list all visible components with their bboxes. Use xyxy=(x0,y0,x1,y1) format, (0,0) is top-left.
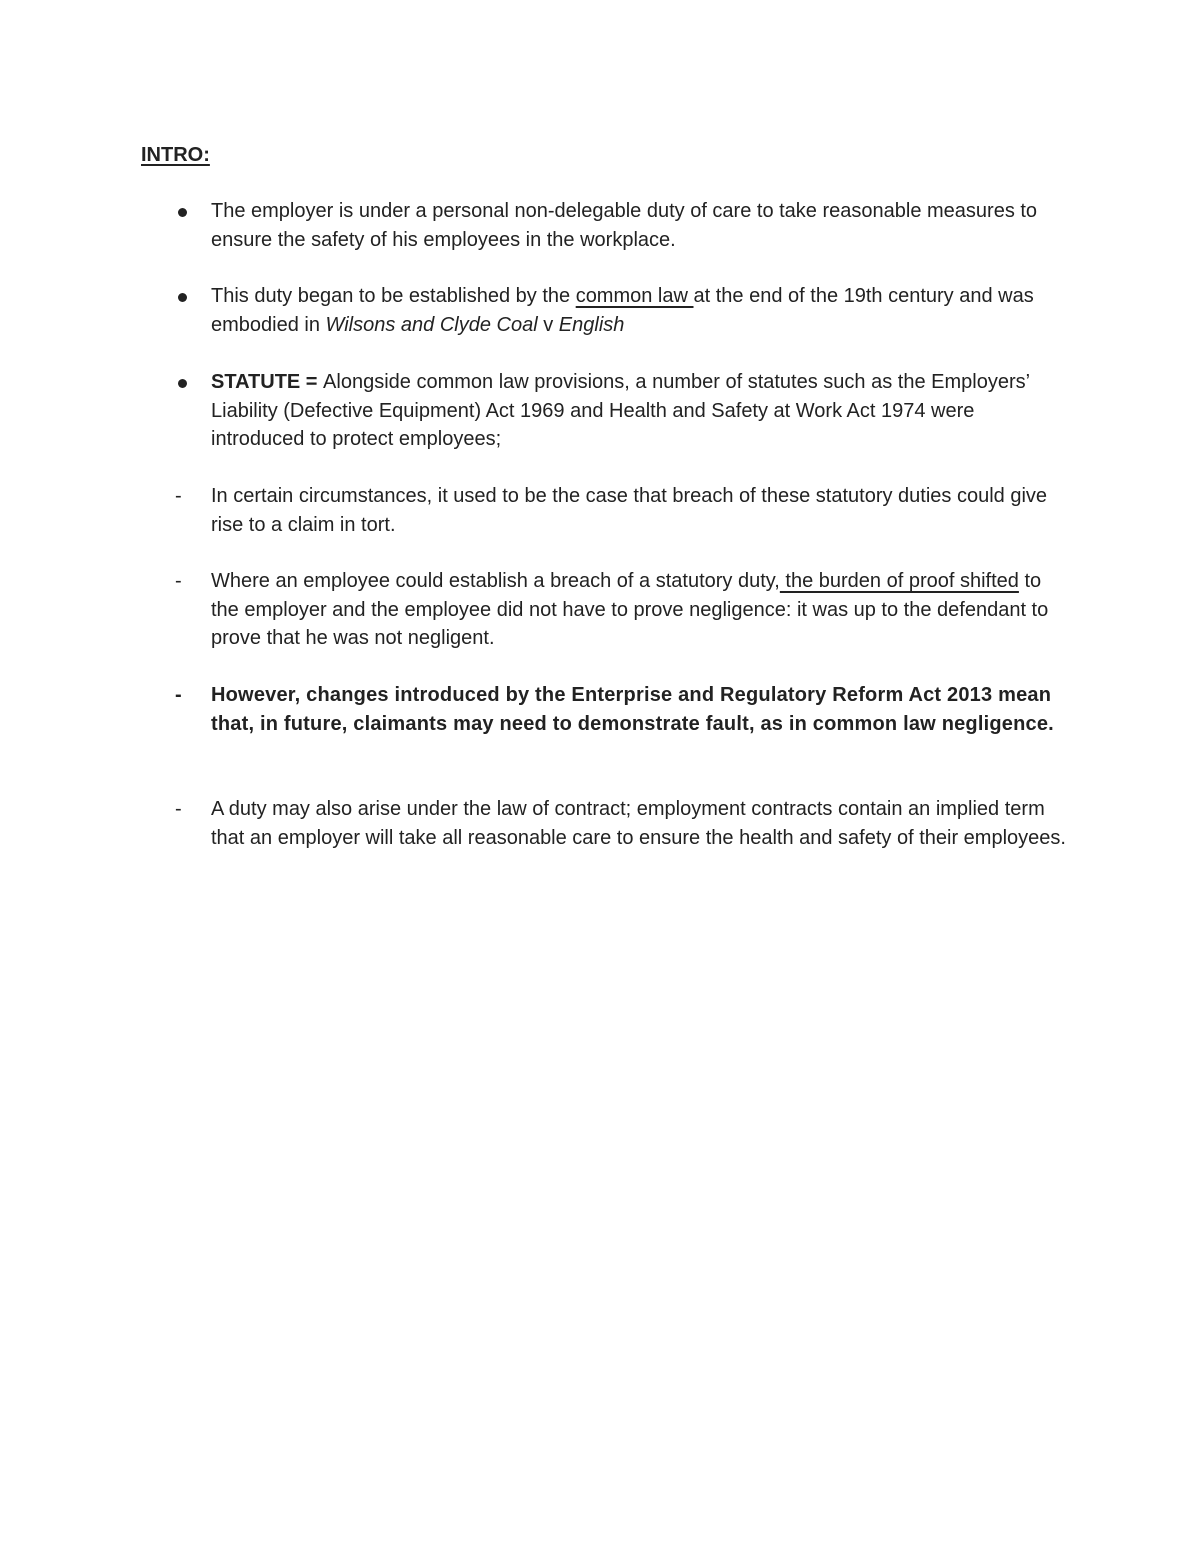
list-item-text: In certain circumstances, it used to be the case that breach of these statutory duties could give rise to a claim in tort. xyxy=(211,485,1048,536)
underlined-term: common law xyxy=(575,285,694,307)
list-item xyxy=(211,795,1071,852)
list-item-text: Where an employee could establish a breach of a statutory duty, xyxy=(211,570,780,592)
underlined-term: the burden of proof shifted xyxy=(779,570,1019,592)
dash-marker: - xyxy=(175,798,182,820)
dash-marker: - xyxy=(175,684,182,706)
list-item-text: at the end of the 19th century and was embodied in xyxy=(211,285,1034,336)
bullet-icon xyxy=(178,379,187,388)
list-item xyxy=(211,368,1071,454)
list-item-text: v xyxy=(537,313,559,336)
list-item xyxy=(211,282,1071,339)
list-item xyxy=(211,681,1071,738)
dash-marker: - xyxy=(175,570,182,592)
list-item-text: However, changes introduced by the Enterprise and Regulatory Reform Act 2013 mean that, in future, claimants may need to demonstrate fault, as in common law negligence. xyxy=(211,684,1054,735)
list-item-text: Alongside common law provisions, a number of statutes such as the Employers’ Liability (Defective Equipment) Act 1969 and Health and Safety at Work Act 1974 were introduced to protect employees; xyxy=(211,371,1030,451)
bullet-icon xyxy=(178,293,187,302)
list-item xyxy=(211,197,1071,254)
case-name: Wilsons and Clyde Coal xyxy=(325,313,538,336)
dash-marker: - xyxy=(175,485,182,507)
list-item-text: This duty began to be established by the xyxy=(211,285,576,307)
list-item xyxy=(211,567,1071,653)
list-item-text: A duty may also arise under the law of contract; employment contracts contain an implied term that an employer will take all reasonable care to ensure the health and safety of their employees. xyxy=(211,798,1066,849)
statute-label: STATUTE = xyxy=(211,371,324,393)
list-item-text: The employer is under a personal non-delegable duty of care to take reasonable measures to ensure the safety of his employees in the workplace. xyxy=(211,200,1038,251)
list-item xyxy=(211,482,1071,539)
case-name: English xyxy=(558,313,625,336)
section-heading: INTRO: xyxy=(141,144,210,166)
bullet-icon xyxy=(178,208,187,217)
list-item-text: to the employer and the employee did not have to prove negligence: it was up to the defendant to prove that he was not negligent. xyxy=(211,570,1049,650)
